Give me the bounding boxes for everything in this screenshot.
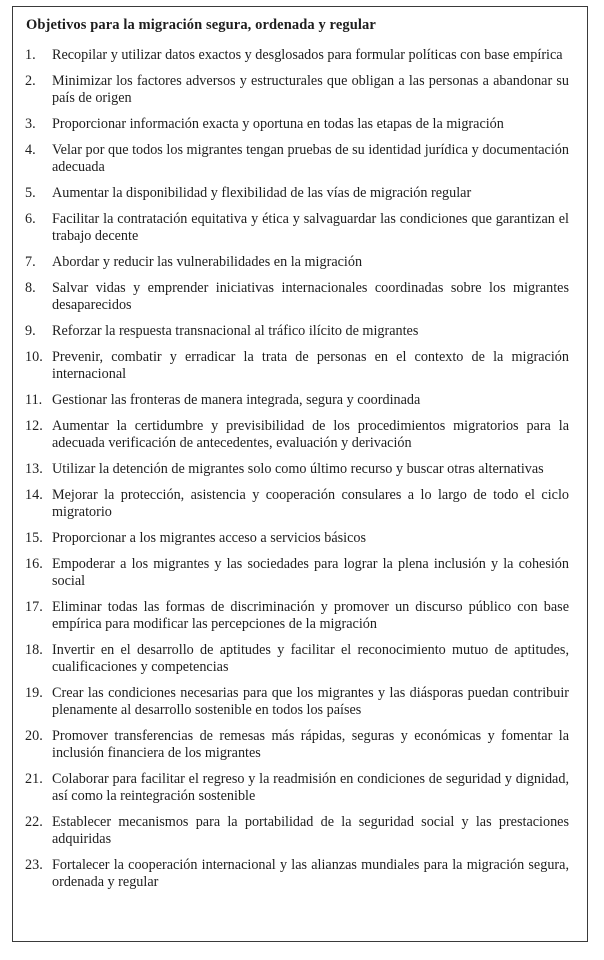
objectives-box	[12, 6, 588, 942]
objective-item	[25, 685, 569, 719]
objective-item	[25, 487, 569, 521]
objective-number: 20.	[25, 728, 43, 744]
objective-number: 21.	[25, 771, 43, 787]
objective-item	[25, 73, 569, 107]
objective-item	[25, 349, 569, 383]
objectives-list	[25, 47, 569, 891]
objective-item	[25, 857, 569, 891]
objective-item	[25, 323, 569, 340]
objective-item	[25, 530, 569, 547]
objective-text: Proporcionar a los migrantes acceso a servicios básicos	[52, 530, 366, 546]
objective-number: 19.	[25, 685, 43, 701]
objective-item	[25, 418, 569, 452]
objective-item	[25, 814, 569, 848]
objective-item	[25, 599, 569, 633]
objective-text: Recopilar y utilizar datos exactos y desglosados para formular políticas con base empírica	[52, 47, 563, 63]
objective-text: Empoderar a los migrantes y las sociedades para lograr la plena inclusión y la cohesión social	[52, 556, 569, 589]
objective-item	[25, 771, 569, 805]
objective-text: Utilizar la detención de migrantes solo como último recurso y buscar otras alternativas	[52, 461, 544, 477]
objective-number: 5.	[25, 185, 36, 201]
objective-item	[25, 185, 569, 202]
objective-number: 7.	[25, 254, 36, 270]
objective-text: Abordar y reducir las vulnerabilidades en la migración	[52, 254, 363, 270]
objective-text: Mejorar la protección, asistencia y cooperación consulares a lo largo de todo el ciclo migratorio	[52, 487, 569, 520]
objective-text: Establecer mecanismos para la portabilidad de la seguridad social y las prestaciones adquiridas	[52, 814, 569, 847]
objective-number: 12.	[25, 418, 43, 434]
objective-number: 17.	[25, 599, 43, 615]
objective-item	[25, 392, 569, 409]
objective-text: Reforzar la respuesta transnacional al tráfico ilícito de migrantes	[52, 323, 419, 339]
objective-item	[25, 211, 569, 245]
objective-item	[25, 142, 569, 176]
objective-number: 15.	[25, 530, 43, 546]
objective-number: 16.	[25, 556, 43, 572]
objective-number: 8.	[25, 280, 36, 296]
objective-text: Velar por que todos los migrantes tengan pruebas de su identidad jurídica y documentación adecuada	[52, 142, 569, 175]
objective-item	[25, 642, 569, 676]
objective-number: 14.	[25, 487, 43, 503]
objective-text: Fortalecer la cooperación internacional y las alianzas mundiales para la migración segura, ordenada y regular	[52, 857, 569, 890]
objective-text: Prevenir, combatir y erradicar la trata de personas en el contexto de la migración internacional	[52, 349, 569, 382]
objective-number: 11.	[25, 392, 43, 408]
objective-text: Colaborar para facilitar el regreso y la readmisión en condiciones de seguridad y dignidad, así como la reintegración sostenible	[52, 771, 569, 804]
objective-item	[25, 280, 569, 314]
objective-item	[25, 116, 569, 133]
objective-text: Aumentar la certidumbre y previsibilidad de los procedimientos migratorios para la adecuada verificación de antecedentes, evaluación y derivación	[52, 418, 569, 451]
objective-number: 4.	[25, 142, 36, 158]
objective-item	[25, 728, 569, 762]
objective-text: Eliminar todas las formas de discriminación y promover un discurso público con base empírica para modificar las percepciones de la migración	[52, 599, 569, 632]
objective-number: 1.	[25, 47, 36, 63]
objective-number: 10.	[25, 349, 43, 365]
objective-item	[25, 556, 569, 590]
objective-item	[25, 461, 569, 478]
objective-number: 6.	[25, 211, 36, 227]
objective-text: Invertir en el desarrollo de aptitudes y facilitar el reconocimiento mutuo de aptitudes, cualificaciones y competencias	[52, 642, 569, 675]
document-title: Objetivos para la migración segura, ordenada y regular	[26, 17, 376, 33]
objective-text: Promover transferencias de remesas más rápidas, seguras y económicas y fomentar la inclusión financiera de los migrantes	[52, 728, 569, 761]
objective-number: 13.	[25, 461, 43, 477]
objective-text: Proporcionar información exacta y oportuna en todas las etapas de la migración	[52, 116, 504, 132]
objective-item	[25, 47, 569, 64]
objective-text: Salvar vidas y emprender iniciativas internacionales coordinadas sobre los migrantes desaparecidos	[52, 280, 569, 313]
objective-number: 2.	[25, 73, 36, 89]
objective-text: Minimizar los factores adversos y estructurales que obligan a las personas a abandonar su país de origen	[52, 73, 569, 106]
objective-text: Facilitar la contratación equitativa y ética y salvaguardar las condiciones que garantizan el trabajo decente	[52, 211, 569, 244]
objective-number: 9.	[25, 323, 36, 339]
objective-text: Crear las condiciones necesarias para que los migrantes y las diásporas puedan contribuir plenamente al desarrollo sostenible en todos los países	[52, 685, 569, 718]
objective-text: Gestionar las fronteras de manera integrada, segura y coordinada	[52, 392, 421, 408]
objective-number: 18.	[25, 642, 43, 658]
objective-number: 22.	[25, 814, 43, 830]
objective-number: 3.	[25, 116, 36, 132]
objective-item	[25, 254, 569, 271]
objective-text: Aumentar la disponibilidad y flexibilidad de las vías de migración regular	[52, 185, 472, 201]
objective-number: 23.	[25, 857, 43, 873]
